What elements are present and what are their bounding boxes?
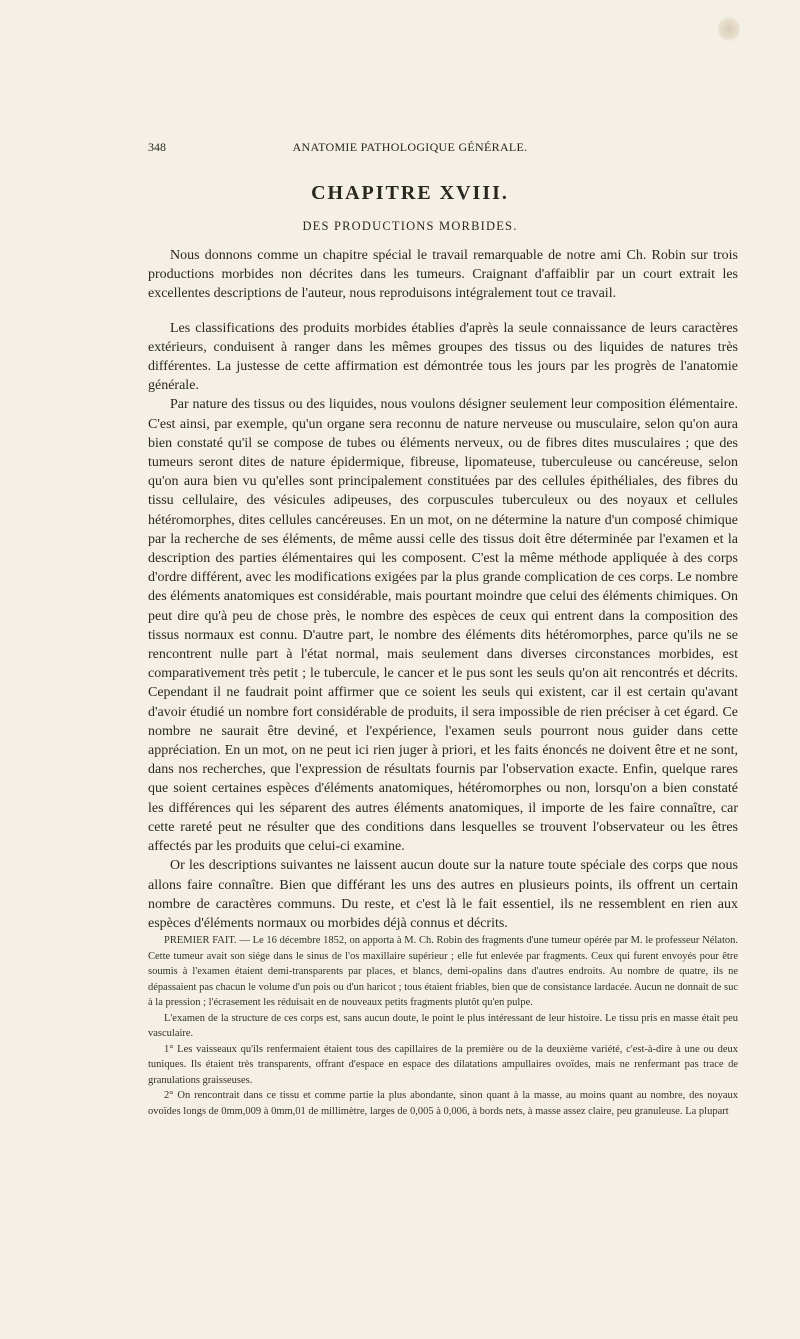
paragraph-nature: Par nature des tissus ou des liquides, nous voulons désigner seulement leur composition élémentaire. C'est ainsi, par exemple, qu'un organe sera reconnu de nature nerveuse ou musculaire, selon qu'on aura bien constaté qu'il se compose de tubes ou éléments nerveux, ou de fibres dites musculaires ; que des tumeurs seront dites de nature épidermique, fibreuse, lipomateuse, tuberculeuse ou cancéreuse, selon qu'on aura bien vu qu'elles sont principalement constituées par des cellules épithéliales, des fibres du tissu cellulaire, des vésicules adipeuses, des corpuscules tuberculeux ou des noyaux et cellules hétéromorphes, dites cellules cancéreuses. En un mot, on ne détermine la nature d'un composé chimique par la recherche de ses éléments, de même aussi celle des tissus doit être déterminée par l'examen et la description des parties élémentaires qui les composent. C'est la même méthode appliquée à des corps d'ordre différent, avec les modifications exigées par la plus grande complication de ces corps. Le nombre des éléments anatomiques est considérable, mais pourtant moindre que celui des éléments chimiques. On peut dire qu'à peu de chose près, le nombre des espèces de ceux qui entrent dans la composition des tissus normaux est connu. D'autre part, le nombre des éléments dits hétéromorphes, parce qu'ils ne se rencontrent nulle part à l'état normal, mais seulement dans diverses circonstances morbides, est comparativement très petit ; le tubercule, le cancer et le pus sont les seuls qu'on ait rencontrés et décrits. Cependant il ne faudrait point affirmer que ce soient les seuls qui existent, car il est certain qu'avant d'avoir étudié un nombre fort considérable de produits, il sera impossible de rien préciser à cet égard. Ce nombre ne saurait être deviné, et l'expérience, l'examen seuls pourront nous guider dans cette appréciation. En un mot, on ne peut ici rien juger à priori, et les faits énoncés ne doivent être et ne sont, dans nos recherches, que l'expression de résultats fournis par l'observation exacte. Enfin, quelque rares que soient certaines espèces d'éléments anatomiques, hétéromorphes ou non, lorsqu'on a bien constaté les différences qui les séparent des autres éléments anatomiques, il importe de les faire connaître, car cette rareté peut ne résulter que des conditions dans lesquelles se trouvent l'observateur ou les êtres affectés par les produits que celui-ci examine. [148, 397, 738, 855]
paragraph-descriptions: Or les descriptions suivantes ne laissent aucun doute sur la nature toute spéciale des corps que nous allons faire connaître. Bien que différant les uns des autres en plusieurs points, ils offrent un certain nombre de caractères communs. Du reste, et c'est là le fait essentiel, ils ne ressemblent en rien aux espèces d'éléments normaux ou morbides déjà connus et décrits. [148, 858, 738, 931]
page-number: 348 [148, 140, 166, 154]
paragraph-classifications: Les classifications des produits morbides établies d'après la seule connaissance de leurs caractères extérieurs, conduisent à ranger dans les mêmes groupes des tissus ou des liquides de natures très différentes. La justesse de cette affirmation est démontrée tous les jours par les progrès de l'anatomie générale. [148, 320, 738, 394]
note-premier-fait: PREMIER FAIT. — Le 16 décembre 1852, on apporta à M. Ch. Robin des fragments d'une tumeur opérée par M. le professeur Nélaton. Cette tumeur avait son siége dans le sinus de l'os maxillaire supérieur ; elle fut enlevée par fragments. Ceux qui furent envoyés pour être soumis à l'examen étaient demi-transparents par places, et blancs, demi-opalins dans d'autres endroits. Au nombre de quatre, ils ne dépassaient pas chacun le volume d'un pois ou d'un haricot ; tous étaient friables, bien que de consistance lardacée. Aucun ne donnait de suc à la pression ; l'écrasement les réduisait en de nouveaux petits fragments plutôt qu'en pulpe. [148, 935, 738, 1008]
main-text [148, 246, 738, 933]
footnotes [148, 933, 738, 1119]
paper-stain [718, 16, 740, 42]
running-header [148, 140, 672, 158]
chapter-subtitle: DES PRODUCTIONS MORBIDES. [302, 219, 518, 233]
note-vaisseaux: 1° Les vaisseaux qu'ils renfermaient étaient tous des capillaires de la première ou de la deuxième variété, c'est-à-dire à une ou deux tuniques. Ils étaient très transparents, offrant d'espace en espace des dilatations ampullaires ovoïdes, mais ne renfermant pas trace de granulations graisseuses. [148, 1043, 738, 1086]
running-title: ANATOMIE PATHOLOGIQUE GÉNÉRALE. [292, 140, 528, 154]
paragraph-intro: Nous donnons comme un chapitre spécial le travail remarquable de notre ami Ch. Robin sur trois productions morbides non décrites dans les tumeurs. Craignant d'affaiblir par un court extrait les excellentes descriptions de l'auteur, nous reproduisons intégralement tout ce travail. [148, 248, 738, 302]
chapter-title: CHAPITRE XVIII. [311, 182, 509, 204]
note-structure: L'examen de la structure de ces corps est, sans aucun doute, le point le plus intéressant de leur histoire. Le tissu pris en masse était peu vasculaire. [148, 1012, 738, 1039]
note-noyaux: 2° On rencontrait dans ce tissu et comme partie la plus abondante, sinon quant à la masse, au moins quant au nombre, des noyaux ovoïdes longs de 0mm,009 à 0mm,01 de millimètre, larges de 0,005 à 0,006, à bords nets, à masse assez claire, peu granuleuse. La plupart [148, 1090, 738, 1117]
